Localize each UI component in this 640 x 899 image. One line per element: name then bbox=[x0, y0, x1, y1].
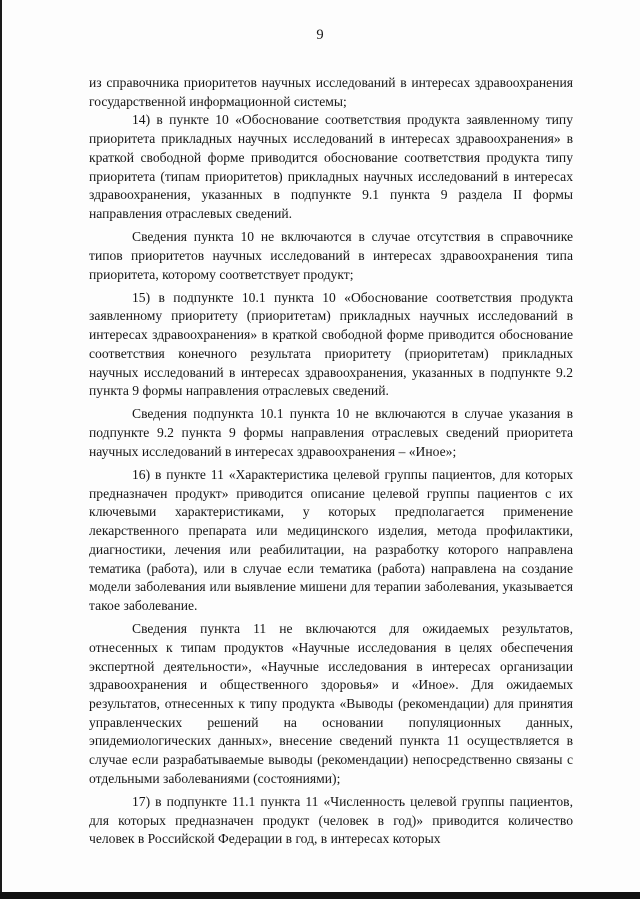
paragraph-note-10: Сведения пункта 10 не включаются в случае отсутствия в справочнике типов приоритетов научных исследований в интересах здравоохранения типа приоритета, которому соответствует продукт; bbox=[89, 229, 573, 282]
paragraph-item-17: 17) в подпункте 11.1 пункта 11 «Численность целевой группы пациентов, для которых предназначен продукт (человек в год)» приводится количество человек в Российской Федерации в год, в интересах которых bbox=[89, 794, 573, 847]
paragraph-item-15: 15) в подпункте 10.1 пункта 10 «Обоснование соответствия продукта заявленному приоритету (приоритетам) прикладных научных исследований в интересах здравоохранения» в краткой свободной форме приводится обоснование соответствия конечного результата приоритету (приоритетам) прикладных научных исследований в интересах здравоохранения, указанных в подпункте 9.2 пункта 9 формы направления отраслевых сведений. bbox=[89, 289, 573, 399]
paragraph-continuation: из справочника приоритетов научных исследований в интересах здравоохранения государственной информационной системы; bbox=[89, 75, 573, 109]
page-number: 9 bbox=[316, 27, 324, 43]
paragraph-item-16: 16) в пункте 11 «Характеристика целевой группы пациентов, для которых предназначен продукт» приводится описание целевой группы пациентов с их ключевыми характеристиками, у которых предполагается применение лекарственного препарата или медицинского изделия, метода профилактики, диагностики, лечения или реабилитации, на разработку которого направлена тематика (работа), или в случае если тематика (работа) направлена на создание модели заболевания или выявление мишени для терапии заболевания, указывается такое заболевание. bbox=[89, 467, 573, 613]
paragraph-note-11: Сведения пункта 11 не включаются для ожидаемых результатов, отнесенных к типам продуктов «Научные исследования в целях обеспечения экспертной деятельности», «Научные исследования в интересах организации здравоохранения и общественного здоровья» и «Иное». Для ожидаемых результатов, отнесенных к типу продукта «Выводы (рекомендации) для принятия управленческих решений на основании популяционных данных, эпидемиологических данных», внесение сведений пункта 11 осуществляется в случае если разрабатываемые выводы (рекомендации) непосредственно связаны с отдельными заболеваниями (состояниями); bbox=[89, 621, 573, 786]
paragraph-item-14: 14) в пункте 10 «Обоснование соответствия продукта заявленному типу приоритета прикладных научных исследований в интересах здравоохранения» в краткой свободной форме приводится обоснование соответствия продукта типу приоритета (типам приоритетов) прикладных научных исследований в интересах здравоохранения, указанных в подпункте 9.1 пункта 9 раздела II формы направления отраслевых сведений. bbox=[89, 112, 573, 221]
scan-edge-left bbox=[0, 0, 2, 899]
paragraph-note-10-1: Сведения подпункта 10.1 пункта 10 не включаются в случае указания в подпункте 9.2 пункта 9 формы направления отраслевых сведений приоритета научных исследований в интересах здравоохранения – «Иное»; bbox=[89, 406, 573, 459]
scan-edge-bottom bbox=[0, 892, 640, 899]
document-body bbox=[89, 74, 573, 849]
